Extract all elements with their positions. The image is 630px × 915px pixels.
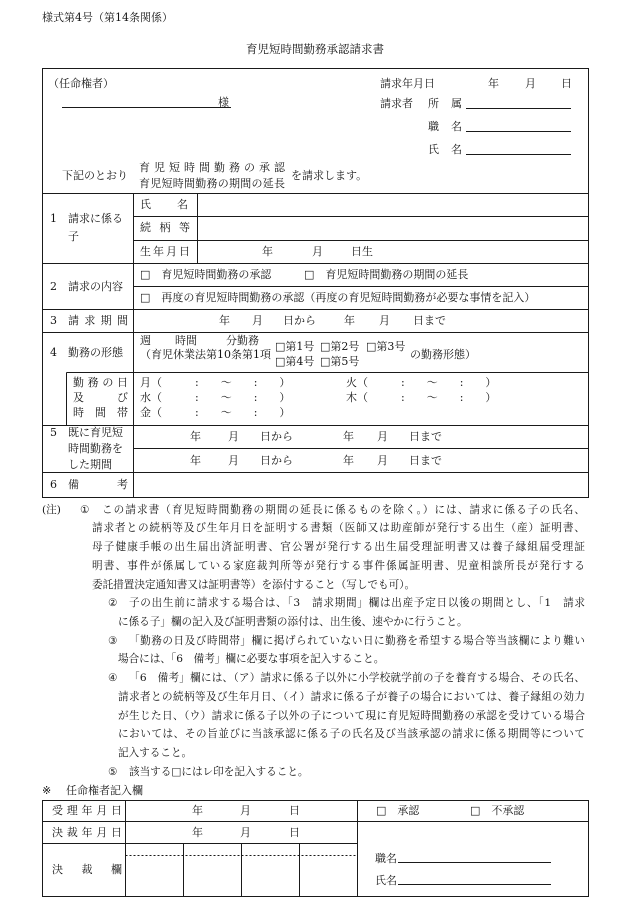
note-4-line: 「6 備考」欄には、（ア）請求に係る子以外に小学校就学前の子を養育する場合、その氏名、 [129, 672, 585, 684]
period-start-month: 月 [252, 314, 263, 327]
request-date-label: 請求年月日 [380, 77, 435, 90]
past-period-2-start-year: 年 [190, 454, 201, 467]
statement-option-extension: 育児短時間勤務の期間の延長 [139, 177, 285, 190]
office-use-title: 任命権者記入欄 [66, 784, 143, 797]
section-number-3: 3 [50, 314, 57, 327]
addressee-honorific: 様 [218, 96, 229, 109]
work-form-item-2: □第2号 [320, 340, 360, 353]
work-form-suffix: の勤務形態） [410, 348, 476, 361]
affiliation-label: 所属 [428, 97, 462, 110]
past-period-1-end-day: 日まで [409, 430, 442, 443]
past-period-2-end-year: 年 [343, 454, 354, 467]
section-number-4: 4 [50, 346, 57, 359]
birthdate-year: 年 [262, 245, 273, 258]
request-date-year: 年 [488, 77, 499, 90]
note-2-marker: ② [108, 597, 118, 609]
schedule-label-line2: 及び [73, 391, 128, 404]
child-relation-label: 続柄等 [140, 221, 190, 234]
requester-label: 請求者 [380, 97, 413, 110]
name-label: 氏名 [428, 143, 462, 156]
past-periods-label-line2: 時間勤務を [68, 442, 123, 455]
remarks-section-label: 備考 [68, 478, 128, 491]
note-5-line: 該当する□にはレ印を記入すること。 [129, 766, 309, 778]
request-date-month: 月 [525, 77, 536, 90]
note-1-line: 請求者との続柄等及び生年月日を証明する書類（医師又は助産師が発行する出生（産）証明書、 [92, 522, 585, 534]
past-period-1-start-day: 日から [260, 430, 293, 443]
request-date-day: 日 [561, 77, 572, 90]
schedule-label-line1: 勤務の日 [73, 376, 128, 389]
main-table-grid [43, 69, 589, 498]
work-form-item-4: □第4号 [275, 355, 315, 368]
statement-option-approval: 育児短時間勤務の承認 [139, 161, 285, 174]
note-4-marker: ④ [108, 672, 118, 684]
content-section-label: 請求の内容 [68, 280, 123, 293]
note-1-line: 母子健康手帳の出生届出済証明書、官公署が発行する出生届受理証明書又は養子縁組届受理証 [92, 541, 585, 553]
work-form-item-1: □第1号 [275, 340, 315, 353]
note-4-line: が生じた日、（ウ）請求に係る子以外の子について現に育児短時間勤務の承認を受けている場合 [118, 710, 585, 722]
work-form-item-5: □第5号 [320, 355, 360, 368]
statement-suffix: を請求します。 [291, 169, 368, 182]
approval-column-label: 決裁欄 [52, 863, 122, 876]
child-section-label: 請求に係る [68, 212, 123, 225]
past-period-1-start-year: 年 [190, 430, 201, 443]
period-start-year: 年 [219, 314, 230, 327]
note-4-line: においては、その旨並びに当該承認に係る子の氏名及び当該承認の請求に係る期間等について [118, 728, 585, 740]
header-underlines [62, 108, 571, 155]
office-use-mark: ※ [42, 784, 52, 797]
received-date-day: 日 [289, 804, 300, 817]
period-end-year: 年 [344, 314, 355, 327]
child-name-label: 氏名 [140, 198, 188, 211]
note-1-line: この請求書（育児短時間勤務の期間の延長に係るものを除く。）には、請求に係る子の氏名、 [102, 504, 585, 516]
note-2-line: 子の出生前に請求する場合は、「3 請求期間」欄は出産予定日以後の期間とし、「1 請求 [129, 597, 585, 609]
decided-date-day: 日 [289, 826, 300, 839]
work-form-item-3: □第3号 [366, 340, 406, 353]
period-end-day: 日まで [413, 314, 446, 327]
note-5-marker: ⑤ [108, 766, 118, 778]
statement-prefix: 下記のとおり [62, 169, 128, 182]
schedule-wednesday: 水（ : 〜 : ） [140, 391, 291, 404]
past-periods-label-line1: 既に育児短 [68, 426, 123, 439]
birthdate-month: 月 [312, 245, 323, 258]
period-start-day: 日から [283, 314, 316, 327]
received-date-label: 受理年月日 [52, 804, 122, 817]
schedule-friday: 金（ : 〜 : ） [140, 406, 291, 419]
note-4-line: 請求者との続柄等及び生年月日、（イ）請求に係る子が養子の場合においては、養子縁組の効力 [118, 691, 585, 703]
content-option-extension: □ 育児短時間勤務の期間の延長 [304, 268, 469, 281]
note-3-line: 場合には、「6 備考」欄に必要な事項を記入すること。 [118, 653, 385, 665]
decided-date-label: 決裁年月日 [52, 826, 122, 839]
section-number-2: 2 [50, 280, 57, 293]
notes-label: (注) [42, 504, 61, 516]
form-number: 様式第4号（第14条関係） [42, 11, 173, 24]
note-3-line: 「勤務の日及び時間帯」欄に掲げられていない日に勤務を希望する場合等当該欄により難い [129, 635, 585, 647]
note-3-marker: ③ [108, 635, 118, 647]
past-period-2-end-month: 月 [377, 454, 388, 467]
work-week-label: 週 [140, 334, 151, 347]
form-title: 育児短時間勤務承認請求書 [246, 42, 384, 56]
note-1-line: 明書、事件が係属している家庭裁判所等が発行する事件係属証明書、児童相談所長が発行する [92, 560, 585, 572]
past-period-2-end-day: 日まで [409, 454, 442, 467]
child-section-label-line2: 子 [68, 230, 79, 243]
past-period-1-end-year: 年 [343, 430, 354, 443]
period-end-month: 月 [379, 314, 390, 327]
past-period-1-end-month: 月 [377, 430, 388, 443]
content-option-approval: □ 育児短時間勤務の承認 [140, 268, 272, 281]
received-date-month: 月 [240, 804, 251, 817]
schedule-monday: 月（ : 〜 : ） [140, 376, 291, 389]
child-birthdate-label: 生年月日 [140, 245, 190, 258]
schedule-label-line3: 時間帯 [73, 406, 128, 419]
schedule-tuesday: 火（ : 〜 : ） [346, 376, 497, 389]
work-minutes-label: 分勤務 [226, 334, 259, 347]
received-date-year: 年 [192, 804, 203, 817]
law-reference: （育児休業法第10条第1項 [140, 348, 271, 361]
work-hours-label: 時間 [175, 334, 197, 347]
work-form-section-label: 勤務の形態 [68, 346, 123, 359]
section-number-6: 6 [50, 478, 57, 491]
content-option-reapproval: □ 再度の育児短時間勤務の承認（再度の育児短時間勤務が必要な事情を記入） [140, 291, 536, 304]
past-period-2-start-month: 月 [228, 454, 239, 467]
section-number-5: 5 [50, 426, 57, 439]
office-position-label: 職名 [375, 852, 397, 865]
main-table-border [43, 69, 589, 498]
note-2-line: に係る子」欄の記入及び証明書類の添付は、出生後、速やかに行うこと。 [118, 616, 468, 628]
period-section-label: 請求期間 [68, 314, 128, 327]
schedule-thursday: 木（ : 〜 : ） [346, 391, 497, 404]
past-periods-label-line3: した期間 [68, 458, 112, 471]
past-period-1-start-month: 月 [228, 430, 239, 443]
position-label: 職名 [428, 120, 462, 133]
note-4-line: 記入すること。 [118, 747, 193, 759]
section-number-1: 1 [50, 212, 57, 225]
approve-checkbox-label: □ 承認 [376, 804, 420, 817]
disapprove-checkbox-label: □ 不承認 [470, 804, 525, 817]
note-1-marker: ① [80, 504, 90, 516]
birthdate-day: 日生 [351, 245, 373, 258]
past-period-2-start-day: 日から [260, 454, 293, 467]
office-name-label: 氏名 [375, 874, 397, 887]
note-1-line: 委託措置決定通知書又は証明書等）を添付すること（写しでも可）。 [92, 579, 416, 591]
addressee-label: （任命権者） [48, 77, 114, 90]
decided-date-year: 年 [192, 826, 203, 839]
decided-date-month: 月 [240, 826, 251, 839]
